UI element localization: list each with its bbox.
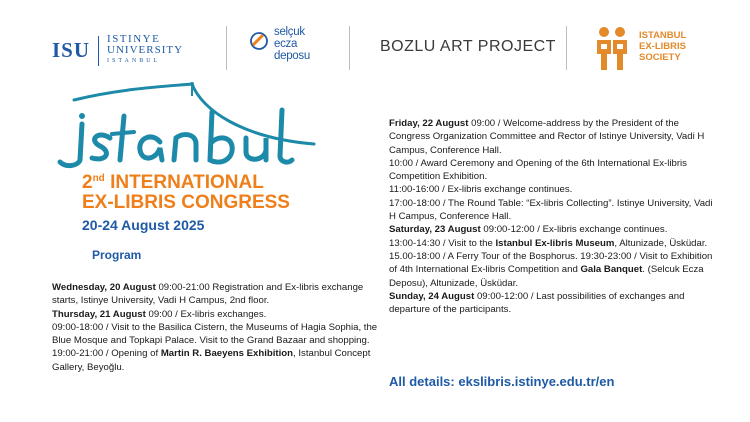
schedule-item: 13:00-14:30 / Visit to the Istanbul Ex-libris Museum, Altunizade, Üsküdar. 15.00-18:00 / A Ferry Tour of the Bosphorus. 19:30-23:00 / Visit to Exhibition of 4th International Ex-libris Competition and Gala Banquet. (Selcuk Ecza Deposu), Altunizade, Üsküdar.	[389, 237, 713, 289]
title-ex-libris-congress: EX-LIBRIS CONGRESS	[82, 192, 290, 213]
schedule-saturday: Saturday, 23 August 09:00-12:00 / Ex-libris exchange continues.	[389, 224, 668, 236]
selcuk-line3: deposu	[274, 50, 310, 62]
schedule-item: 17:00-18:00 / The Round Table: “Ex-libris Collecting”. Istinye University, Vadi H Campus, Conference Hall.	[389, 197, 713, 223]
program-heading: Program	[92, 248, 142, 262]
istinye-university-logo	[52, 34, 183, 67]
title-ordinal-suffix: nd	[92, 173, 105, 184]
all-details	[389, 374, 614, 389]
details-label: All details:	[389, 374, 455, 389]
selcuk-line1: selçuk	[274, 26, 305, 38]
details-link[interactable]: ekslibris.istinye.edu.tr/en	[458, 374, 615, 389]
selcuk-mark-icon	[250, 32, 268, 50]
istanbul-wordmark-logo	[52, 82, 320, 174]
schedule-friday: Friday, 22 August 09:00 / Welcome-address by the President of the Congress Organization Committee and Rector of Istinye University, Vadi H Campus, Conference Hall.	[389, 118, 705, 156]
selcuk-ecza-deposu-logo	[250, 24, 330, 72]
logo-row	[0, 20, 750, 76]
title-ordinal: 2	[82, 172, 93, 193]
istanbul-wordmark-text: İstanbul	[52, 82, 56, 83]
isu-wordmark: ISTINYE UNIVERSITY ISTANBUL	[107, 33, 184, 64]
logo-separator	[349, 26, 350, 70]
schedule-wednesday: Wednesday, 20 August 09:00-21:00 Registration and Ex-libris exchange starts, Istinye University, Vadi H Campus, 2nd floor.	[52, 282, 364, 307]
schedule-item: 19:00-21:00 / Opening of Martin R. Baeyens Exhibition, Istanbul Concept Gallery, Beyoğlu.	[52, 348, 371, 373]
isu-abbr: ISU	[52, 38, 91, 62]
isu-divider	[98, 36, 99, 66]
congress-dates: 20-24 August 2025	[82, 217, 205, 233]
schedule-left	[52, 281, 392, 374]
society-line1: ISTANBUL	[639, 30, 687, 41]
schedule-thursday: Thursday, 21 August 09:00 / Ex-libris exchanges.	[52, 308, 267, 320]
schedule-item: 09:00-18:00 / Visit to the Basilica Cistern, the Museums of Hagia Sophia, the Blue Mosque and Topkapi Palace. Visit to the Grand Bazaar and shopping.	[52, 321, 378, 347]
schedule-right	[389, 117, 719, 316]
logo-separator	[566, 26, 567, 70]
society-line2: EX-LIBRIS	[639, 41, 686, 52]
logo-separator	[226, 26, 227, 70]
title-international: INTERNATIONAL	[110, 172, 264, 193]
schedule-item: 11:00-16:00 / Ex-libris exchange continues.	[389, 184, 573, 196]
schedule-item: 10:00 / Award Ceremony and Opening of the 6th International Ex-libris Competition Exhibition.	[389, 157, 687, 183]
istanbul-ex-libris-society-logo	[593, 22, 723, 74]
society-figures-icon	[593, 24, 631, 72]
society-line3: SOCIETY	[639, 52, 681, 63]
congress-title	[82, 169, 290, 234]
bozlu-art-project-logo: BOZLU ART PROJECT	[380, 38, 556, 55]
schedule-sunday: Sunday, 24 August 09:00-12:00 / Last possibilities of exchanges and departure of the participants.	[389, 290, 685, 316]
selcuk-line2: ecza	[274, 38, 298, 50]
